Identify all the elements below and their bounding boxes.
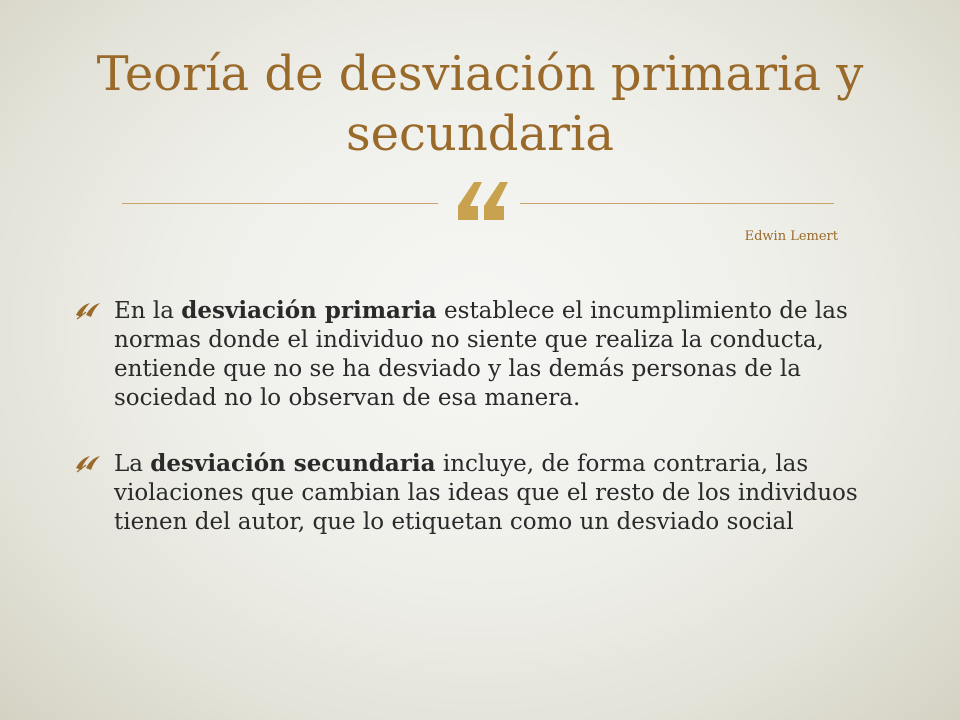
bullet-text-post: incluye, de forma contraria, las violaciones que cambian las ideas que el resto de los individuos tienen del autor, que lo etiquetan como un desviado social [114,451,858,535]
bullet-item-2 [72,449,902,537]
slide-title: Teoría de desviación primaria y secundaria [96,46,864,162]
divider-left [122,203,438,204]
slide-subtitle: Edwin Lemert [744,229,838,244]
bullet-text-bold: desviación secundaria [150,450,436,477]
feather-quote-icon [74,454,104,474]
bullet-text-pre: En la [114,298,182,324]
bullet-text-post: establece el incumplimiento de las normas donde el individuo no siente que realiza la conducta, entiende que no se ha desviado y las demás personas de la sociedad no lo observan de esa manera. [114,298,848,411]
bullet-item-1 [72,296,902,413]
divider-right [520,203,834,204]
bullet-text-pre: La [114,451,151,477]
feather-quote-icon [74,301,104,321]
bullet-text-bold: desviación primaria [181,297,437,324]
quote-marks-icon [452,176,510,226]
bullet-list [72,296,902,573]
